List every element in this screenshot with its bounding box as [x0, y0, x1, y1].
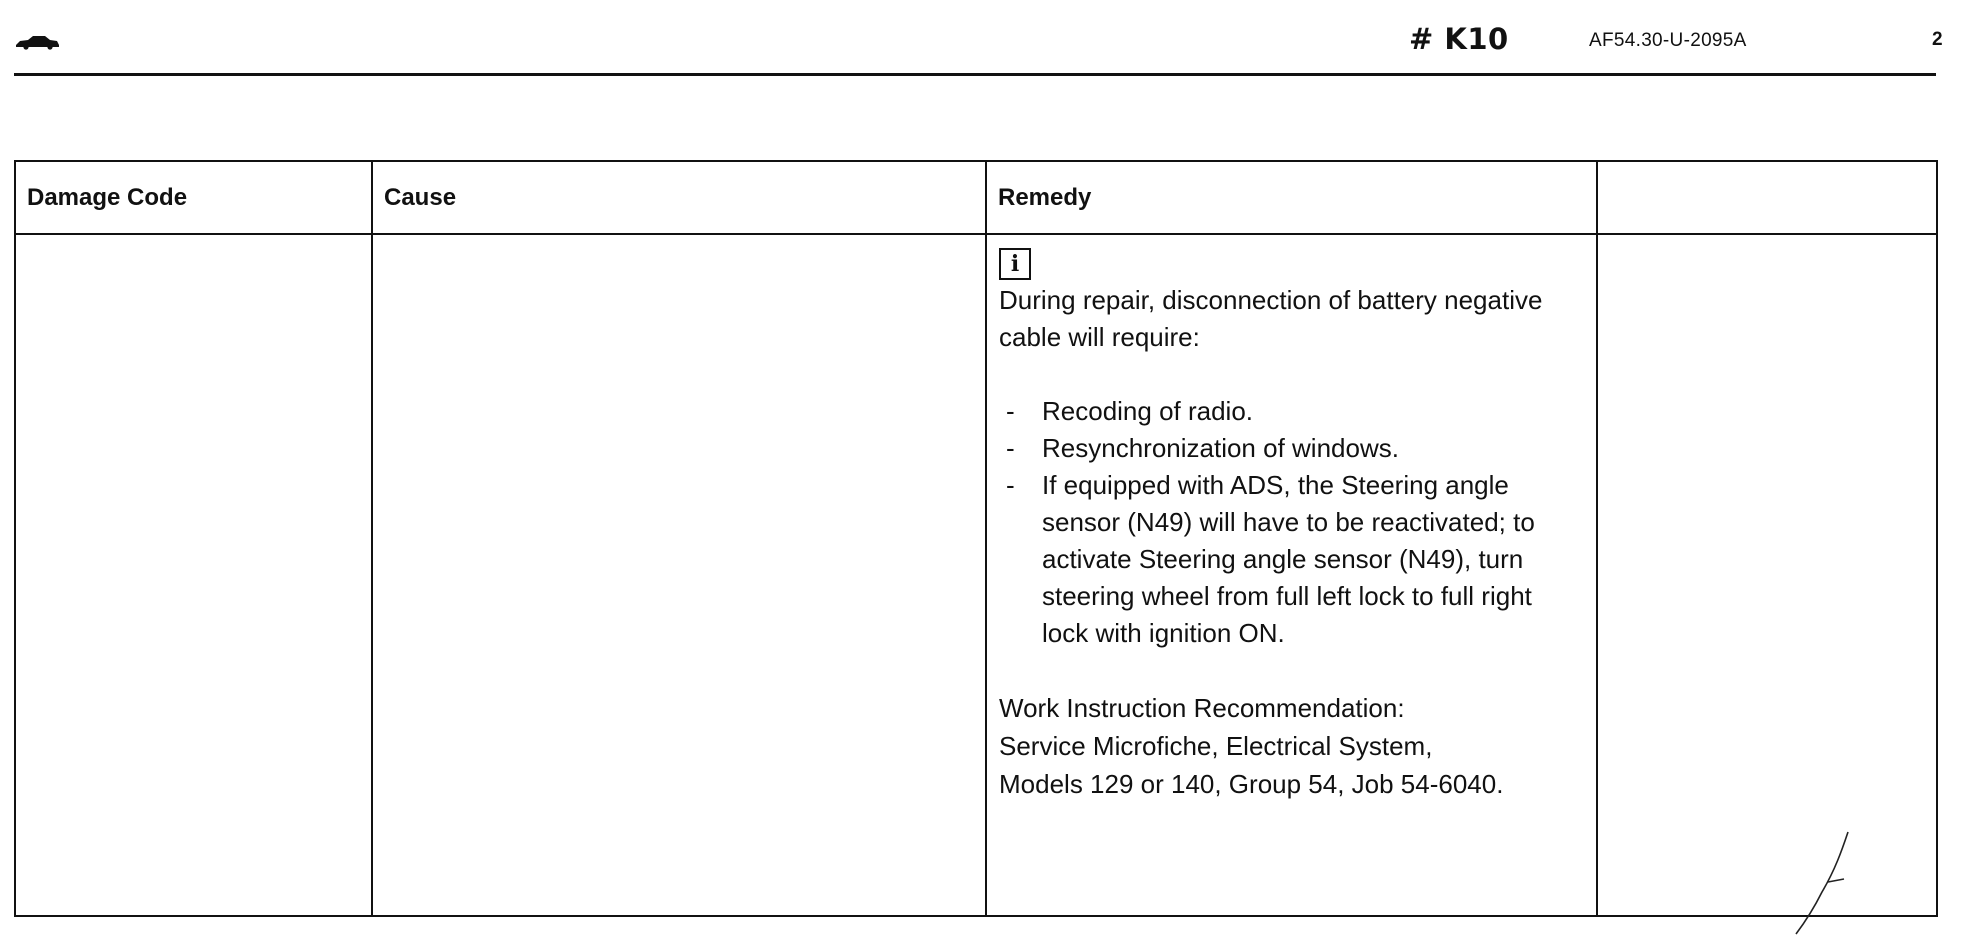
page-number: 2 — [1932, 29, 1943, 50]
table-row — [15, 234, 1937, 916]
column-header-remedy: Remedy — [986, 161, 1597, 234]
remedy-steps — [999, 393, 1584, 652]
remedy-intro: During repair, disconnection of battery negative cable will require: — [999, 285, 1543, 352]
damage-table — [14, 160, 1938, 917]
work-instruction-line-1: Service Microfiche, Electrical System, — [999, 731, 1433, 761]
cause-cell — [372, 234, 986, 916]
document-code: # K10 — [1409, 22, 1509, 56]
remedy-cell — [986, 234, 1597, 916]
work-instruction-label: Work Instruction Recommendation: — [999, 693, 1405, 723]
work-instruction-line-2: Models 129 or 140, Group 54, Job 54-6040. — [999, 769, 1504, 799]
info-icon: i — [999, 248, 1031, 280]
work-instruction — [999, 689, 1584, 803]
column-header-extra — [1597, 161, 1937, 234]
column-header-cause: Cause — [372, 161, 986, 234]
list-item: - If equipped with ADS, the Steering angle sensor (N49) will have to be reactivated; to activate Steering angle sensor (N49), turn steering wheel from full left lock to full right lock with ignition ON. — [999, 467, 1584, 652]
damage-code-cell — [15, 234, 372, 916]
column-header-damage-code: Damage Code — [15, 161, 372, 234]
table-header-row — [15, 161, 1937, 234]
pen-mark — [1790, 830, 1860, 940]
list-item: - Recoding of radio. — [999, 393, 1584, 430]
extra-cell — [1597, 234, 1937, 916]
car-icon — [14, 34, 60, 50]
header-rule — [14, 73, 1936, 76]
list-item: - Resynchronization of windows. — [999, 430, 1584, 467]
document-number: AF54.30-U-2095A — [1589, 30, 1747, 51]
